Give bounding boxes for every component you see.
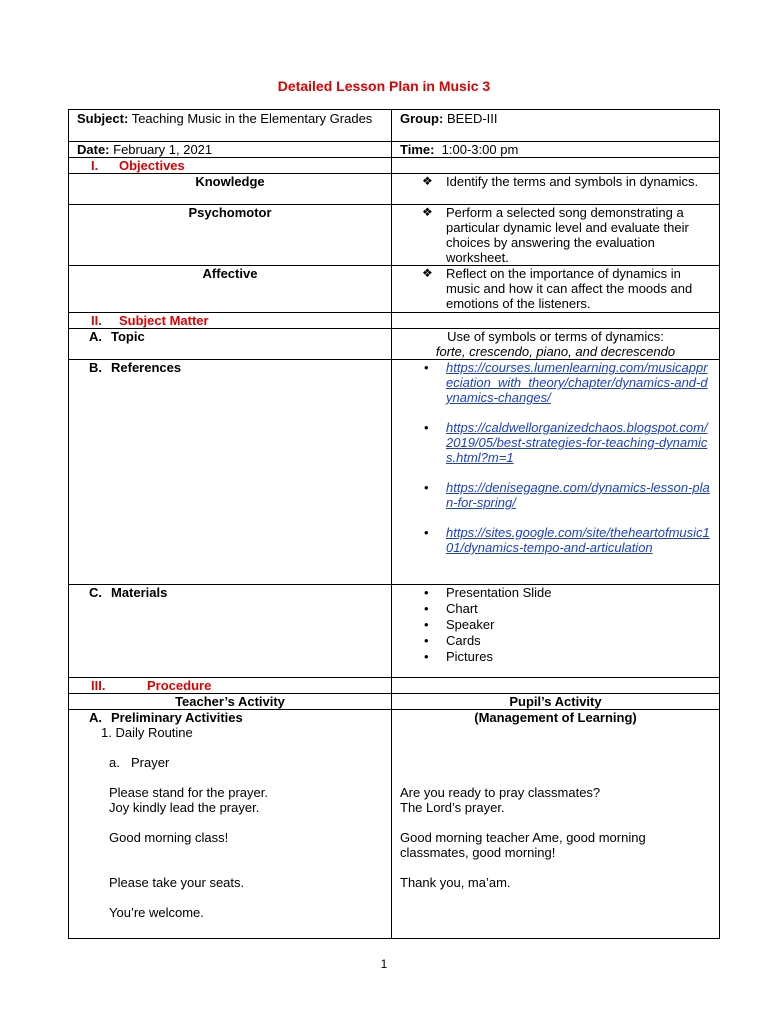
- prayer-letter: a.: [109, 755, 120, 770]
- bullet-icon: •: [424, 525, 429, 540]
- pupil-activity-cell: [392, 710, 720, 939]
- date-value: February 1, 2021: [113, 142, 213, 157]
- time-cell: [392, 142, 720, 158]
- objective-text: Perform a selected song demonstrating a particular dynamic level and evaluate their choices by answering the evaluation worksheet.: [446, 205, 689, 265]
- objective-row: [69, 266, 720, 313]
- teacher-line: You’re welcome.: [109, 905, 204, 920]
- topic-letter: A.: [89, 329, 102, 344]
- header-row-1: [69, 110, 720, 142]
- pupil-activity-header: Pupil’s Activity: [392, 694, 720, 710]
- prayer-heading: [77, 755, 383, 770]
- bullet-icon: •: [424, 585, 429, 600]
- bullet-icon: •: [424, 649, 429, 664]
- objective-text: Identify the terms and symbols in dynamics.: [446, 174, 699, 189]
- subject-matter-title: Subject Matter: [119, 313, 209, 328]
- topic-line-2: forte, crescendo, piano, and decrescendo: [435, 344, 676, 359]
- prayer-label: Prayer: [131, 755, 170, 770]
- objectives-numeral: I.: [91, 158, 99, 173]
- diamond-bullet-icon: ❖: [422, 174, 433, 188]
- materials-row: [69, 585, 720, 678]
- objective-domain: Psychomotor: [69, 205, 392, 266]
- subject-cell: [69, 110, 392, 142]
- bullet-icon: •: [424, 633, 429, 648]
- objective-text-cell: [392, 266, 720, 313]
- objective-domain: Affective: [69, 266, 392, 313]
- bullet-icon: •: [424, 360, 429, 375]
- pupil-line: Are you ready to pray classmates?: [400, 785, 601, 800]
- bullet-icon: •: [424, 601, 429, 616]
- material-text: Chart: [446, 601, 478, 616]
- procedure-numeral: III.: [91, 678, 106, 693]
- references-row: [69, 360, 720, 585]
- diamond-bullet-icon: ❖: [422, 266, 433, 280]
- material-item: [422, 601, 711, 617]
- pupil-line: Thank you, ma’am.: [400, 875, 511, 890]
- procedure-title: Procedure: [147, 678, 212, 693]
- subject-label: Subject:: [77, 111, 129, 126]
- materials-list-cell: [392, 585, 720, 678]
- activity-header-row: [69, 694, 720, 710]
- materials-label: Materials: [111, 585, 168, 600]
- time-value: 1:00-3:00 pm: [441, 142, 519, 157]
- topic-line-1: Use of symbols or terms of dynamics:: [447, 329, 664, 344]
- procedure-heading: [69, 678, 392, 694]
- group-cell: [392, 110, 720, 142]
- reference-item: [422, 480, 711, 510]
- reference-item: [422, 525, 711, 555]
- references-label-cell: [69, 360, 392, 585]
- subject-matter-heading: [69, 313, 392, 329]
- material-item: [422, 633, 711, 649]
- material-item: [422, 585, 711, 601]
- objectives-heading-row: [69, 158, 720, 174]
- objective-text-cell: [392, 205, 720, 266]
- objective-text: Reflect on the importance of dynamics in music and how it can affect the moods and emotions of the listeners.: [446, 266, 693, 311]
- empty-cell: [392, 158, 720, 174]
- material-item: [422, 617, 711, 633]
- teacher-line: Please take your seats.: [109, 875, 245, 890]
- references-letter: B.: [89, 360, 102, 375]
- lesson-plan-table: [68, 109, 720, 939]
- objective-row: [69, 174, 720, 205]
- topic-label: Topic: [111, 329, 145, 344]
- material-text: Cards: [446, 633, 481, 648]
- objective-text-cell: [392, 174, 720, 205]
- materials-letter: C.: [89, 585, 102, 600]
- topic-row: [69, 329, 720, 360]
- objective-row: [69, 205, 720, 266]
- header-row-2: [69, 142, 720, 158]
- teacher-line: Please stand for the prayer.: [109, 785, 268, 800]
- empty-cell: [392, 313, 720, 329]
- reference-link[interactable]: https://caldwellorganizedchaos.blogspot.com/2019/05/best-strategies-for-teaching-dynamics.html?m=1: [446, 420, 708, 465]
- reference-link[interactable]: https://denisegagne.com/dynamics-lesson-plan-for-spring/: [446, 480, 710, 510]
- reference-item: [422, 360, 711, 405]
- teacher-activity-header: Teacher’s Activity: [69, 694, 392, 710]
- material-text: Speaker: [446, 617, 495, 632]
- references-links-cell: [392, 360, 720, 585]
- date-label: Date:: [77, 142, 110, 157]
- teacher-line: Joy kindly lead the prayer.: [109, 800, 260, 815]
- pupil-line: Good morning teacher Ame, good morning classmates, good morning!: [400, 830, 646, 860]
- teacher-line: Good morning class!: [109, 830, 229, 845]
- reference-item: [422, 420, 711, 465]
- bullet-icon: •: [424, 617, 429, 632]
- activity-body-row: [69, 710, 720, 939]
- document-title: Detailed Lesson Plan in Music 3: [277, 78, 491, 94]
- objective-domain: Knowledge: [69, 174, 392, 205]
- materials-label-cell: [69, 585, 392, 678]
- reference-link[interactable]: https://sites.google.com/site/theheartofmusic101/dynamics-tempo-and-articulation: [446, 525, 710, 555]
- pupil-subheader: (Management of Learning): [474, 710, 637, 725]
- date-cell: [69, 142, 392, 158]
- topic-value-cell: [392, 329, 720, 360]
- preliminary-label: Preliminary Activities: [111, 710, 243, 725]
- topic-label-cell: [69, 329, 392, 360]
- objectives-heading: [69, 158, 392, 174]
- reference-link[interactable]: https://courses.lumenlearning.com/musicappreciation_with_theory/chapter/dynamics-and-dynamics-changes/: [446, 360, 708, 405]
- group-label: Group:: [400, 111, 444, 126]
- procedure-heading-row: [69, 678, 720, 694]
- subject-matter-numeral: II.: [91, 313, 102, 328]
- objectives-title: Objectives: [119, 158, 185, 173]
- page-number: 1: [380, 957, 388, 971]
- material-item: [422, 649, 711, 665]
- teacher-activity-cell: [69, 710, 392, 939]
- references-label: References: [111, 360, 182, 375]
- subject-value: Teaching Music in the Elementary Grades: [131, 111, 373, 126]
- daily-routine: 1. Daily Routine: [101, 725, 193, 740]
- material-text: Presentation Slide: [446, 585, 552, 600]
- group-value: BEED-III: [446, 111, 498, 126]
- bullet-icon: •: [424, 420, 429, 435]
- empty-cell: [392, 678, 720, 694]
- subject-matter-heading-row: [69, 313, 720, 329]
- pupil-line: The Lord’s prayer.: [400, 800, 505, 815]
- time-label: Time:: [400, 142, 435, 157]
- material-text: Pictures: [446, 649, 493, 664]
- preliminary-letter: A.: [89, 710, 102, 725]
- diamond-bullet-icon: ❖: [422, 205, 433, 219]
- bullet-icon: •: [424, 480, 429, 495]
